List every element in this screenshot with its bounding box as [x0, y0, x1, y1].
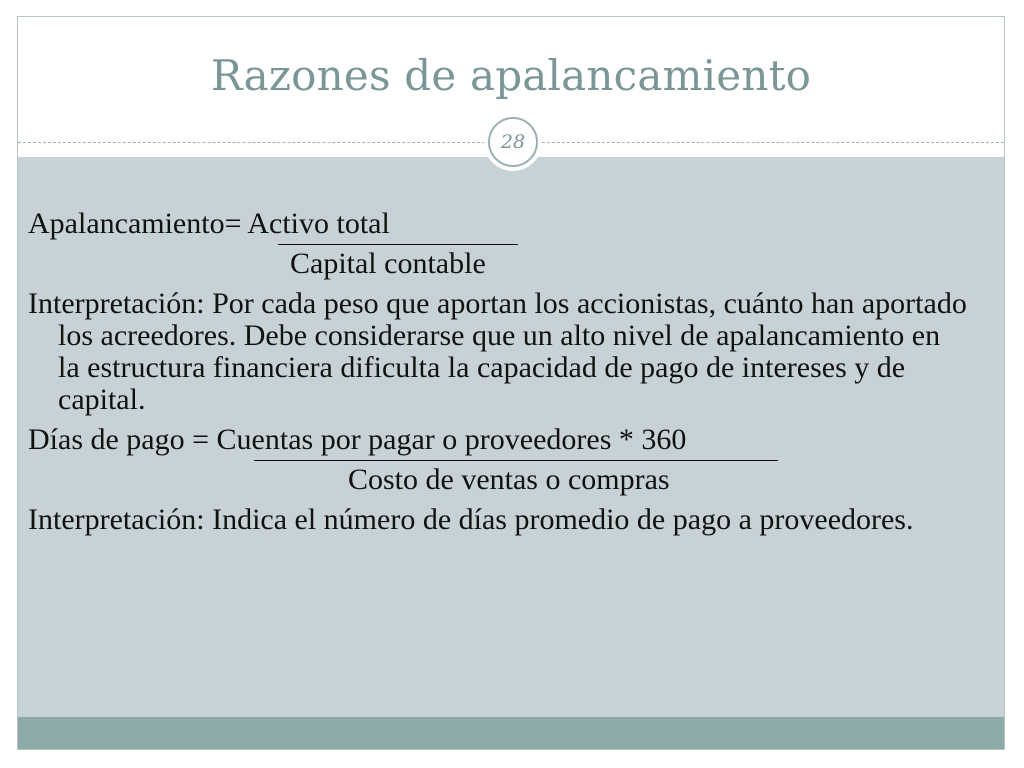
- leverage-formula-label: Apalancamiento= Activo total: [28, 207, 390, 240]
- payment-days-fraction-bar: [254, 460, 778, 461]
- footer-bar: [18, 717, 1004, 750]
- leverage-formula-denominator-row: [28, 244, 968, 284]
- page-number-badge: [484, 113, 542, 171]
- payment-days-formula-denominator: Costo de ventas o compras: [348, 463, 670, 496]
- slide-content: [28, 204, 968, 536]
- payment-days-formula-label: Días de pago = Cuentas por pagar o proveedores * 360: [28, 423, 687, 456]
- payment-days-formula: [28, 420, 968, 460]
- leverage-formula: [28, 204, 968, 244]
- leverage-fraction-bar: [278, 244, 518, 245]
- payment-days-denominator-row: [28, 460, 968, 500]
- slide-title: Razones de apalancamiento: [210, 51, 812, 100]
- page-number: 28: [488, 117, 538, 167]
- payment-days-interpretation: Interpretación: Indica el número de días promedio de pago a proveedores.: [28, 503, 914, 536]
- leverage-formula-denominator: Capital contable: [290, 247, 486, 280]
- leverage-interpretation: Interpretación: Por cada peso que aportan los accionistas, cuánto han aportado los acreedores. Debe considerarse que un alto nivel de apalancamiento en la estructura financiera dificulta la capacidad de pago de intereses y de capital.: [28, 287, 967, 416]
